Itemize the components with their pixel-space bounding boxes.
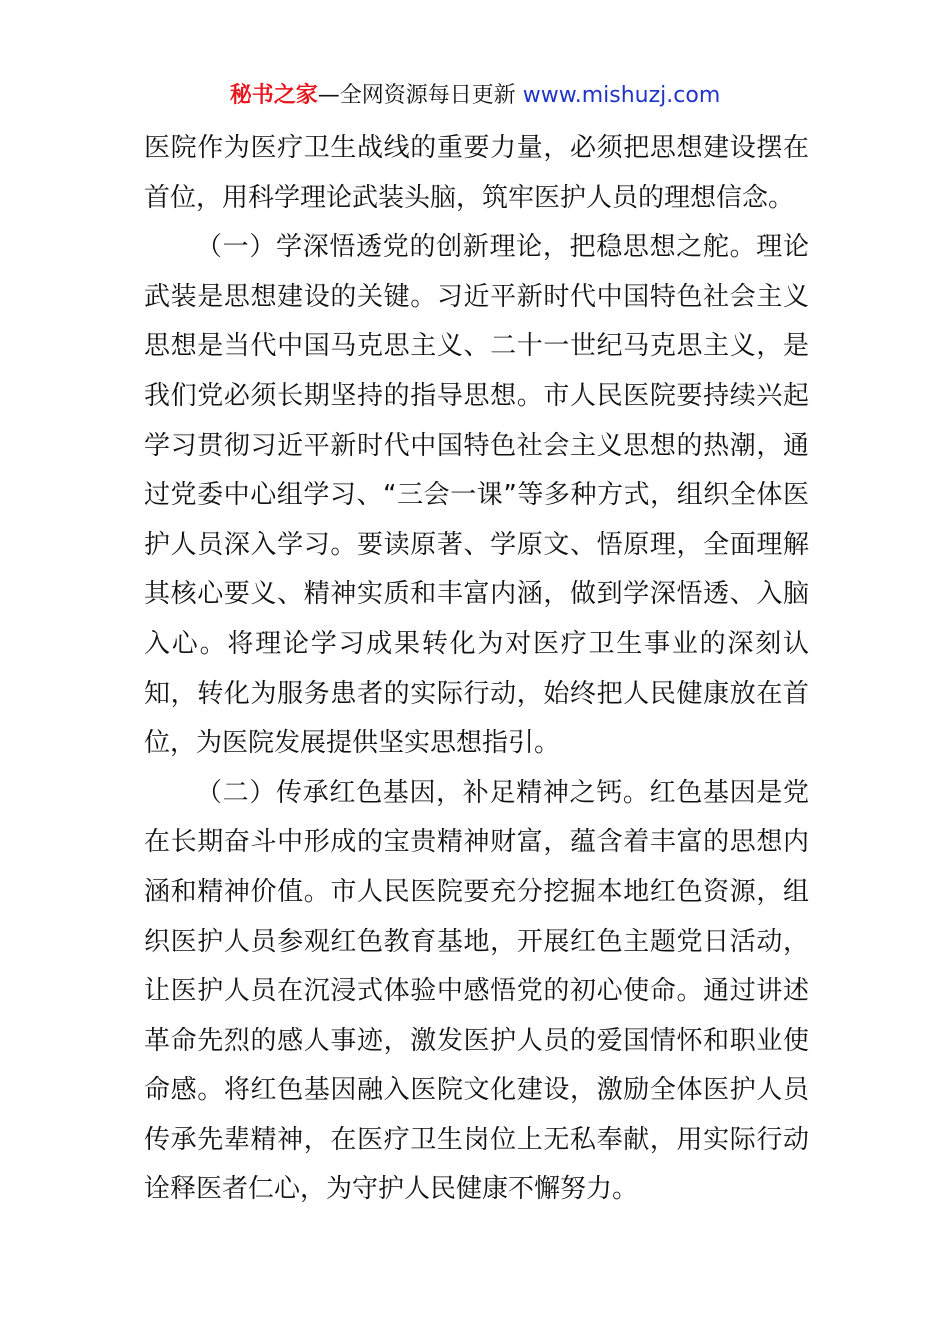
site-header <box>0 80 950 112</box>
site-brand: 秘书之家 <box>229 83 318 108</box>
document-body <box>144 124 809 1215</box>
paragraph-section-2: （二）传承红色基因，补足精神之钙。红色基因是党在长期奋斗中形成的宝贵精神财富，蕴含着丰富的思想内涵和精神价值。市人民医院要充分挖掘本地红色资源，组织医护人员参观红色教育基地，开展红色主题党日活动，让医护人员在沉浸式体验中感悟党的初心使命。通过讲述革命先烈的感人事迹，激发医护人员的爱国情怀和职业使命感。将红色基因融入医院文化建设，激励全体医护人员传承先辈精神，在医疗卫生岗位上无私奉献，用实际行动诠释医者仁心，为守护人民健康不懈努力。 <box>144 777 809 1205</box>
paragraph-intro: 医院作为医疗卫生战线的重要力量，必须把思想建设摆在首位，用科学理论武装头脑，筑牢医护人员的理想信念。 <box>144 133 809 213</box>
site-url-link[interactable]: www.mishuzj.com <box>522 83 721 108</box>
site-tagline: —全网资源每日更新 <box>317 83 516 108</box>
paragraph-section-1: （一）学深悟透党的创新理论，把稳思想之舵。理论武装是思想建设的关键。习近平新时代中国特色社会主义思想是当代中国马克思主义、二十一世纪马克思主义，是我们党必须长期坚持的指导思想。市人民医院要持续兴起学习贯彻习近平新时代中国特色社会主义思想的热潮，通过党委中心组学习、“三会一课”等多种方式，组织全体医护人员深入学习。要读原著、学原文、悟原理，全面理解其核心要义、精神实质和丰富内涵，做到学深悟透、入脑入心。将理论学习成果转化为对医疗卫生事业的深刻认知，转化为服务患者的实际行动，始终把人民健康放在首位，为医院发展提供坚实思想指引。 <box>144 232 809 759</box>
